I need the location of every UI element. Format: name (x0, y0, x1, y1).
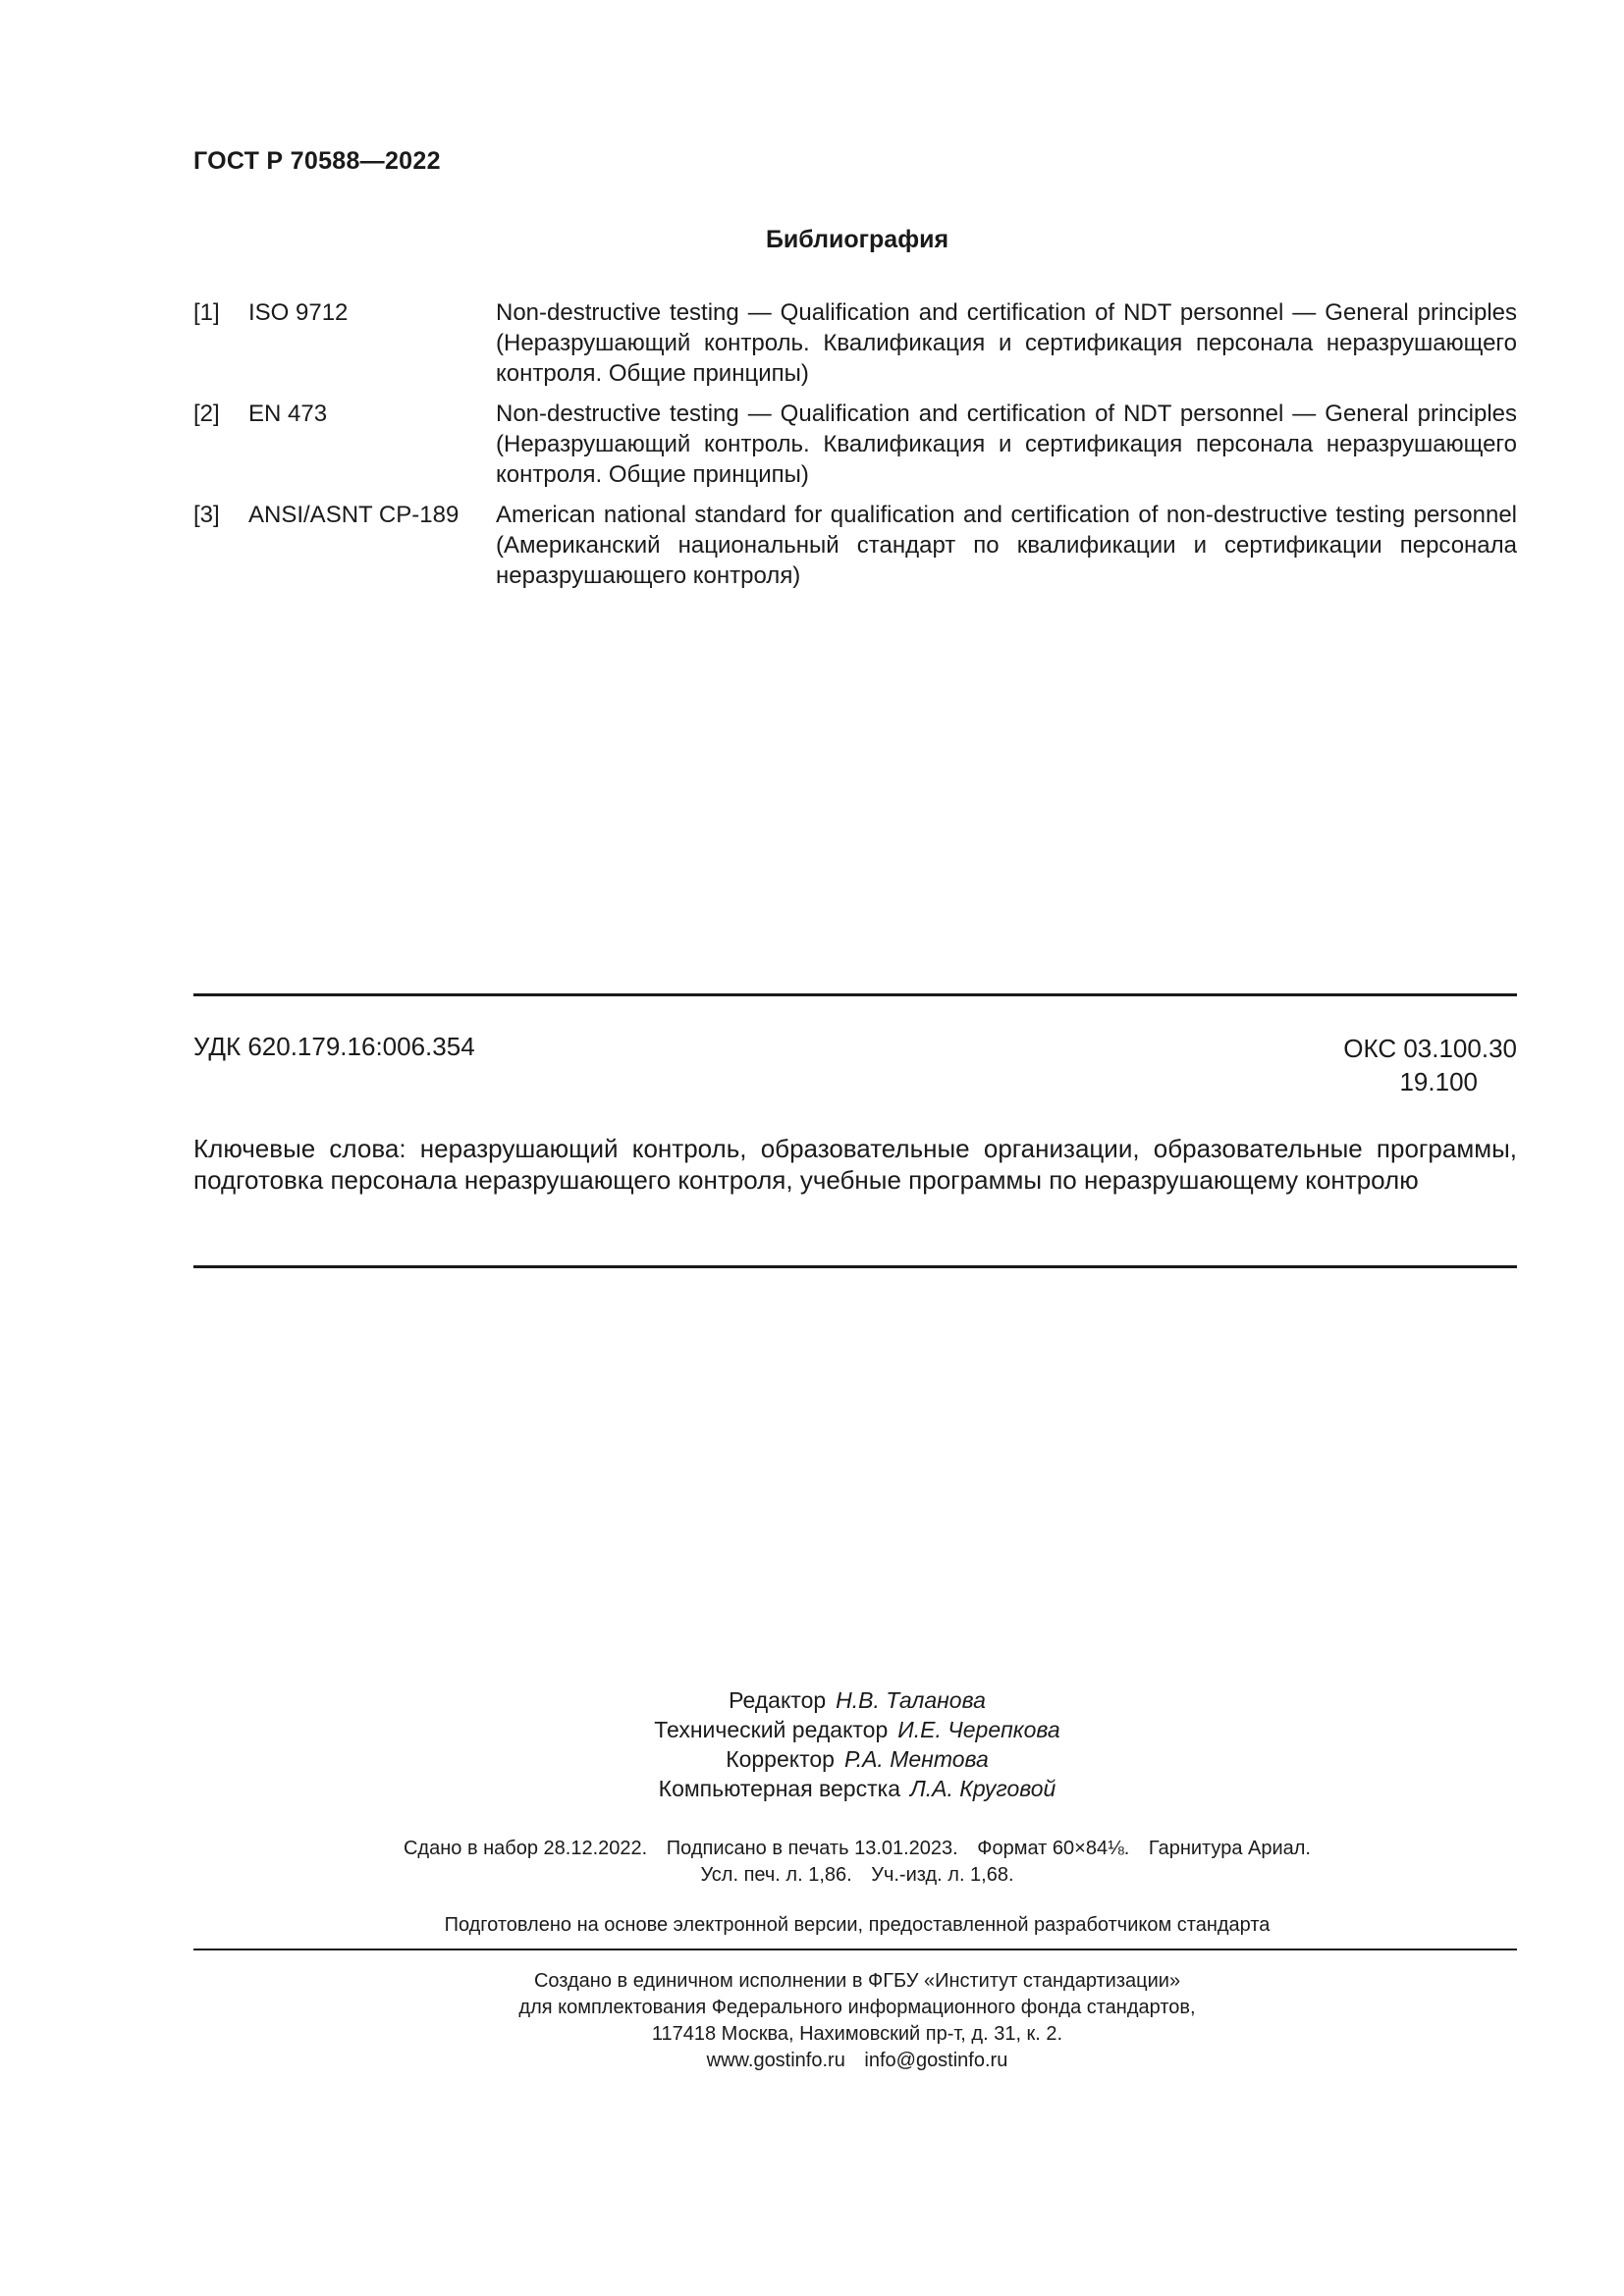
ref-number: [3] (193, 502, 220, 528)
credit-name: Л.А. Круговой (910, 1776, 1056, 1801)
ref-code: ISO 9712 (248, 299, 349, 326)
print-sheets: Усл. печ. л. 1,86. (700, 1864, 852, 1886)
credit-line (90, 1685, 1624, 1715)
credit-name: Р.А. Ментова (843, 1746, 989, 1772)
bibliography-title: Библиография (765, 226, 949, 253)
ref-code: EN 473 (248, 400, 328, 427)
credit-line (90, 1774, 1624, 1803)
udk-code: УДК 620.179.16:006.354 (193, 1032, 475, 1061)
oks-code-2: 19.100 (1399, 1067, 1478, 1096)
email-link[interactable]: info@gostinfo.ru (864, 2050, 1008, 2071)
typeface: Гарнитура Ариал. (1148, 1838, 1311, 1859)
divider (193, 1265, 1517, 1268)
credit-role: Редактор (729, 1687, 827, 1713)
credit-name: Н.В. Таланова (836, 1687, 986, 1713)
publication-sheets: Уч.-изд. л. 1,68. (871, 1864, 1014, 1886)
ref-text: Non-destructive testing — Qualification and certification of NDT personnel — General principles (Неразрушающий контроль. Квалификация и сертификация персонала неразрушающего контроля. Общие принципы) (496, 299, 1517, 387)
prepared-note: Подготовлено на основе электронной версии, предоставленной разработчиком стандарта (444, 1914, 1271, 1936)
keywords: Ключевые слова: неразрушающий контроль, образовательные организации, образовательные программы, подготовка персонала неразрушающего контроля, учебные программы по неразрушающему контролю (193, 1134, 1517, 1195)
ref-text: Non-destructive testing — Qualification and certification of NDT personnel — General principles (Неразрушающий контроль. Квалификация и сертификация персонала неразрушающего контроля. Общие принципы) (496, 400, 1517, 488)
print-info-line-2 (90, 1862, 1624, 1889)
publisher-address: 117418 Москва, Нахимовский пр-т, д. 31, к. 2. (651, 2023, 1063, 2045)
paper-format: Формат 60×84⅛. (977, 1838, 1130, 1859)
ref-code: ANSI/ASNT CP-189 (248, 502, 460, 528)
publisher-line-1: Создано в единичном исполнении в ФГБУ «Институт стандартизации» (533, 1970, 1181, 1992)
credit-role: Технический редактор (654, 1717, 889, 1742)
divider (193, 993, 1517, 996)
publisher-info (0, 1968, 1624, 2074)
print-info-line-1 (90, 1836, 1624, 1862)
signed-date: Подписано в печать 13.01.2023. (666, 1838, 958, 1859)
ref-number: [1] (193, 299, 220, 326)
document-code: ГОСТ Р 70588—2022 (193, 147, 441, 175)
publisher-contacts (90, 2048, 1624, 2074)
credit-role: Корректор (726, 1746, 835, 1772)
credit-line (90, 1715, 1624, 1744)
oks-code-1: ОКС 03.100.30 (1343, 1034, 1517, 1063)
print-info (0, 1836, 1624, 1889)
divider (193, 1949, 1517, 1950)
bibliography-item (193, 399, 1517, 490)
credit-line (90, 1744, 1624, 1774)
oks-codes (1343, 1032, 1517, 1098)
publisher-line-2: для комплектования Федерального информационного фонда стандартов, (518, 1997, 1196, 2018)
ref-text: American national standard for qualification and certification of non-destructive testing personnel (Американский национальный стандарт по квалификации и сертификации персонала неразрушающего контроля) (496, 502, 1517, 589)
ref-number: [2] (193, 400, 220, 427)
credit-name: И.Е. Черепкова (897, 1717, 1060, 1742)
bibliography-list (193, 297, 1517, 601)
bibliography-item (193, 297, 1517, 389)
bibliography-item (193, 500, 1517, 591)
credits (0, 1685, 1624, 1803)
website-link[interactable]: www.gostinfo.ru (706, 2050, 845, 2071)
submitted-date: Сдано в набор 28.12.2022. (403, 1838, 648, 1859)
credit-role: Компьютерная верстка (658, 1776, 900, 1801)
